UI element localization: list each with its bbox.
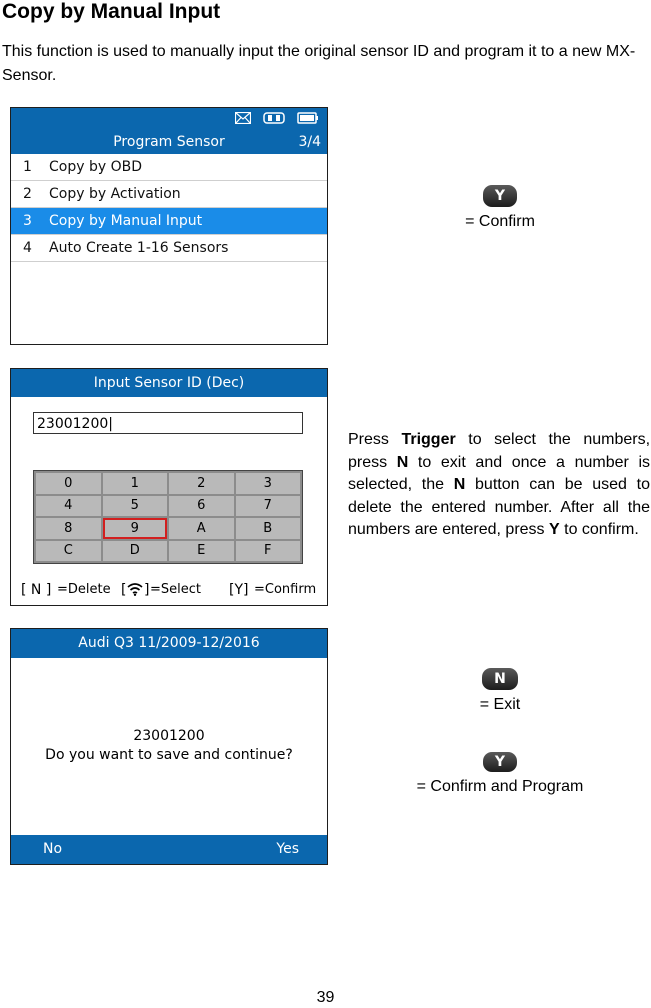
confirm-caption [420,185,580,231]
save-confirm-screen [10,628,328,865]
no-button[interactable]: No [43,841,63,857]
menu-item[interactable] [11,208,327,235]
hex-keypad [33,470,303,564]
y-keyword: Y [549,521,560,538]
screen-title-bar [11,629,327,658]
keypad-key[interactable]: B [236,518,301,539]
keypad-key[interactable]: 5 [103,496,168,517]
keypad-key[interactable]: C [36,541,101,562]
footer-select: =Select [150,582,201,597]
footer-close-bracket: ] [144,582,150,598]
y-button-icon: Y [483,752,517,772]
sensor-id-display: 23001200 [133,728,205,744]
battery-icon [297,112,319,124]
screen-title-bar [11,369,327,397]
footer-n-key: [ N ] [21,582,52,598]
keypad-key[interactable]: 0 [36,473,101,494]
footer-confirm: =Confirm [254,582,317,597]
screen-title: Audi Q3 11/2009-12/2016 [78,635,260,651]
keypad-key[interactable]: 9 [103,518,168,539]
menu-item-label: Copy by Activation [49,186,181,202]
status-bar [11,108,327,130]
menu-item-number: 1 [23,159,32,175]
menu-item-number: 4 [23,240,32,256]
keypad-key[interactable]: 6 [169,496,234,517]
menu-item-number: 3 [23,213,32,229]
menu-item-label: Copy by OBD [49,159,142,175]
sensor-id-input[interactable]: 23001200| [33,412,303,434]
confirm-program-caption [380,752,620,796]
trigger-keyword: Trigger [401,431,456,448]
bottom-bar [11,835,327,864]
vci-connection-icon [263,112,285,124]
mail-icon [235,112,251,124]
keypad-key[interactable]: 3 [236,473,301,494]
keypad-key[interactable]: 8 [36,518,101,539]
menu-item[interactable] [11,181,327,208]
screen-footer [11,579,327,601]
page-heading: Copy by Manual Input [2,0,221,23]
yes-button[interactable]: Yes [276,841,299,857]
screen-title-bar [11,130,327,154]
keypad-key[interactable]: 2 [169,473,234,494]
n-keyword: N [453,476,466,493]
menu-item-number: 2 [23,186,32,202]
keypad-key[interactable]: 1 [103,473,168,494]
intro-text: This function is used to manually input the original sensor ID and program it to a new MX-Sensor. [2,43,636,84]
confirm-program-caption-text: = Confirm and Program [416,778,584,795]
keypad-key[interactable]: A [169,518,234,539]
menu-item[interactable] [11,154,327,181]
menu-item-label: Auto Create 1-16 Sensors [49,240,229,256]
keypad-key[interactable]: E [169,541,234,562]
footer-delete: =Delete [57,582,111,597]
confirm-caption-text: = Confirm [465,213,535,230]
menu-list [11,154,327,262]
page-indicator: 3/4 [298,134,321,150]
n-keyword: N [396,453,409,471]
instructions-paragraph: Press Trigger to select the numbers, press N to exit and once a number is selected, the N button can be used to delete the entered number. After all the numbers are entered, press Y to confirm. [348,431,651,538]
footer-open-bracket: [ [121,582,127,598]
exit-caption [420,668,580,714]
screen-title: Input Sensor ID (Dec) [93,375,245,391]
keypad-key[interactable]: 4 [36,496,101,517]
input-sensor-id-screen [10,368,328,606]
menu-item[interactable] [11,235,327,262]
keypad-key[interactable]: F [236,541,301,562]
footer-y-key: [Y] [229,582,249,598]
keypad-key[interactable]: 7 [236,496,301,517]
n-button-icon: N [482,668,518,690]
y-button-icon: Y [483,185,517,207]
save-question: Do you want to save and continue? [45,747,293,763]
wifi-trigger-icon [127,582,143,596]
exit-caption-text: = Exit [479,696,521,713]
page-number: 39 [316,989,335,1006]
menu-item-label: Copy by Manual Input [49,213,203,229]
screen-title: Program Sensor [113,134,225,150]
program-sensor-screen [10,107,328,345]
keypad-key[interactable]: D [103,541,168,562]
